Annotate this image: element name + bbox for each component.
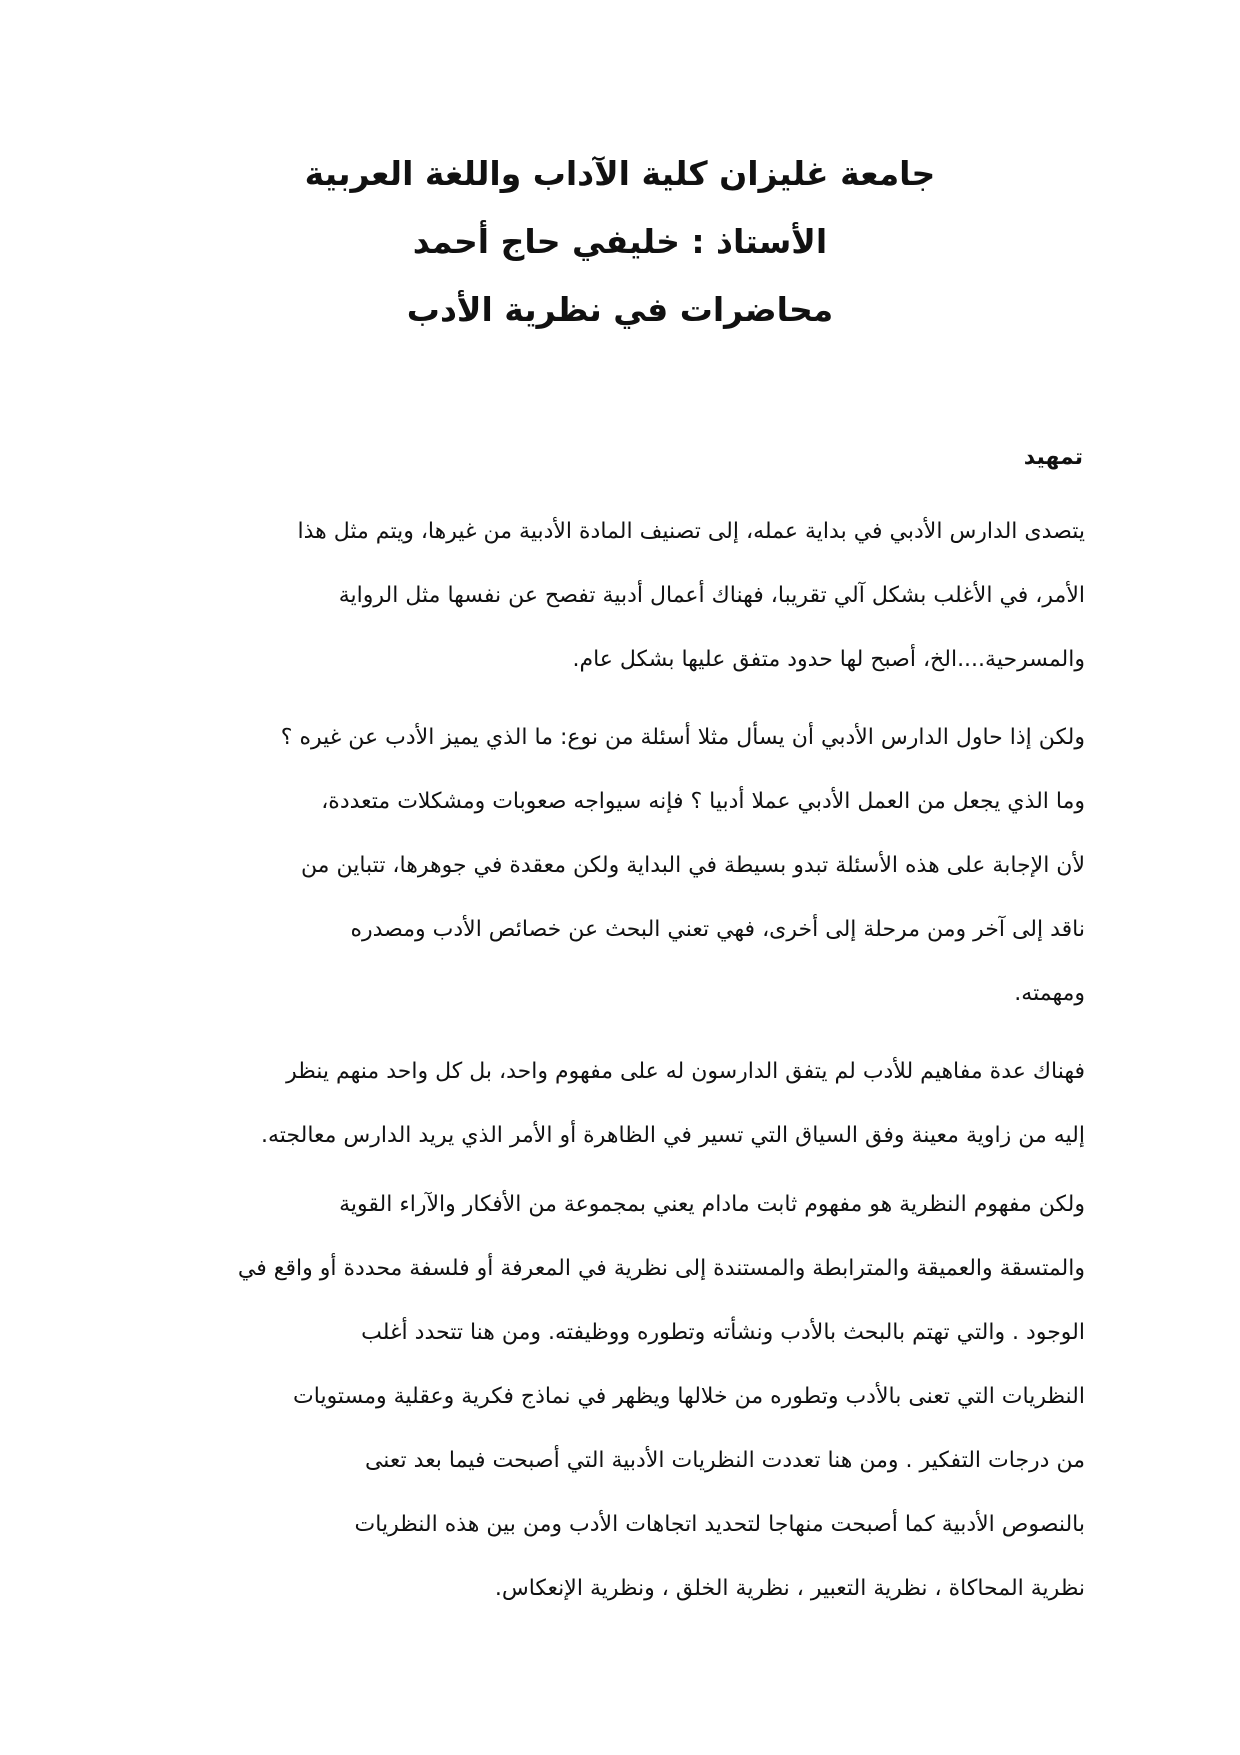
paragraph-line: الوجود . والتي تهتم بالبحث بالأدب ونشأته وتطوره ووظيفته. ومن هنا تتحدد أغلب [361, 1320, 1085, 1345]
course-title-heading: محاضرات في نظرية الأدب [406, 290, 834, 329]
section-title: تمهيد [1023, 445, 1083, 470]
paragraph-line: وما الذي يجعل من العمل الأدبي عملا أدبيا ؟ فإنه سيواجه صعوبات ومشكلات متعددة، [321, 789, 1085, 814]
paragraph-1 [145, 500, 1085, 692]
paragraph-line: من درجات التفكير . ومن هنا تعددت النظريات الأدبية التي أصبحت فيما بعد تعنى [364, 1448, 1085, 1473]
paragraph-line: بالنصوص الأدبية كما أصبحت منهاجا لتحديد اتجاهات الأدب ومن بين هذه النظريات [354, 1512, 1085, 1537]
paragraph-line: نظرية المحاكاة ، نظرية التعبير ، نظرية الخلق ، ونظرية الإنعكاس. [494, 1576, 1085, 1601]
paragraph-4 [145, 1173, 1085, 1621]
paragraph-line: إليه من زاوية معينة وفق السياق التي تسير في الظاهرة أو الأمر الذي يريد الدارس معالجته. [261, 1123, 1085, 1148]
university-faculty-heading: جامعة غليزان كلية الآداب واللغة العربية [304, 154, 936, 193]
paragraph-2 [145, 706, 1085, 1026]
paragraph-line: ومهمته. [1014, 981, 1085, 1006]
document-header [0, 140, 1240, 344]
paragraph-line: يتصدى الدارس الأدبي في بداية عمله، إلى تصنيف المادة الأدبية من غيرها، ويتم مثل هذا [297, 519, 1085, 544]
paragraph-line: لأن الإجابة على هذه الأسئلة تبدو بسيطة في البداية ولكن معقدة في جوهرها، تتباين من [300, 853, 1085, 878]
paragraph-line: الأمر، في الأغلب بشكل آلي تقريبا، فهناك أعمال أدبية تفصح عن نفسها مثل الرواية [338, 583, 1085, 608]
paragraph-3 [145, 1040, 1085, 1168]
paragraph-line: والمسرحية....الخ، أصبح لها حدود متفق عليها بشكل عام. [572, 647, 1085, 672]
paragraph-line: والمتسقة والعميقة والمترابطة والمستندة إلى نظرية في المعرفة أو فلسفة محددة أو واقع في [237, 1256, 1085, 1281]
paragraph-line: ولكن إذا حاول الدارس الأدبي أن يسأل مثلا أسئلة من نوع: ما الذي يميز الأدب عن غيره ؟ [280, 725, 1085, 750]
paragraph-line: النظريات التي تعنى بالأدب وتطوره من خلالها ويظهر في نماذج فكرية وعقلية ومستويات [293, 1384, 1085, 1409]
paragraph-line: ناقد إلى آخر ومن مرحلة إلى أخرى، فهي تعني البحث عن خصائص الأدب ومصدره [350, 917, 1085, 942]
professor-heading: الأستاذ : خليفي حاج أحمد [412, 222, 828, 261]
paragraph-line: فهناك عدة مفاهيم للأدب لم يتفق الدارسون له على مفهوم واحد، بل كل واحد منهم ينظر [286, 1059, 1085, 1084]
paragraph-line: ولكن مفهوم النظرية هو مفهوم ثابت مادام يعني بمجموعة من الأفكار والآراء القوية [339, 1192, 1085, 1217]
